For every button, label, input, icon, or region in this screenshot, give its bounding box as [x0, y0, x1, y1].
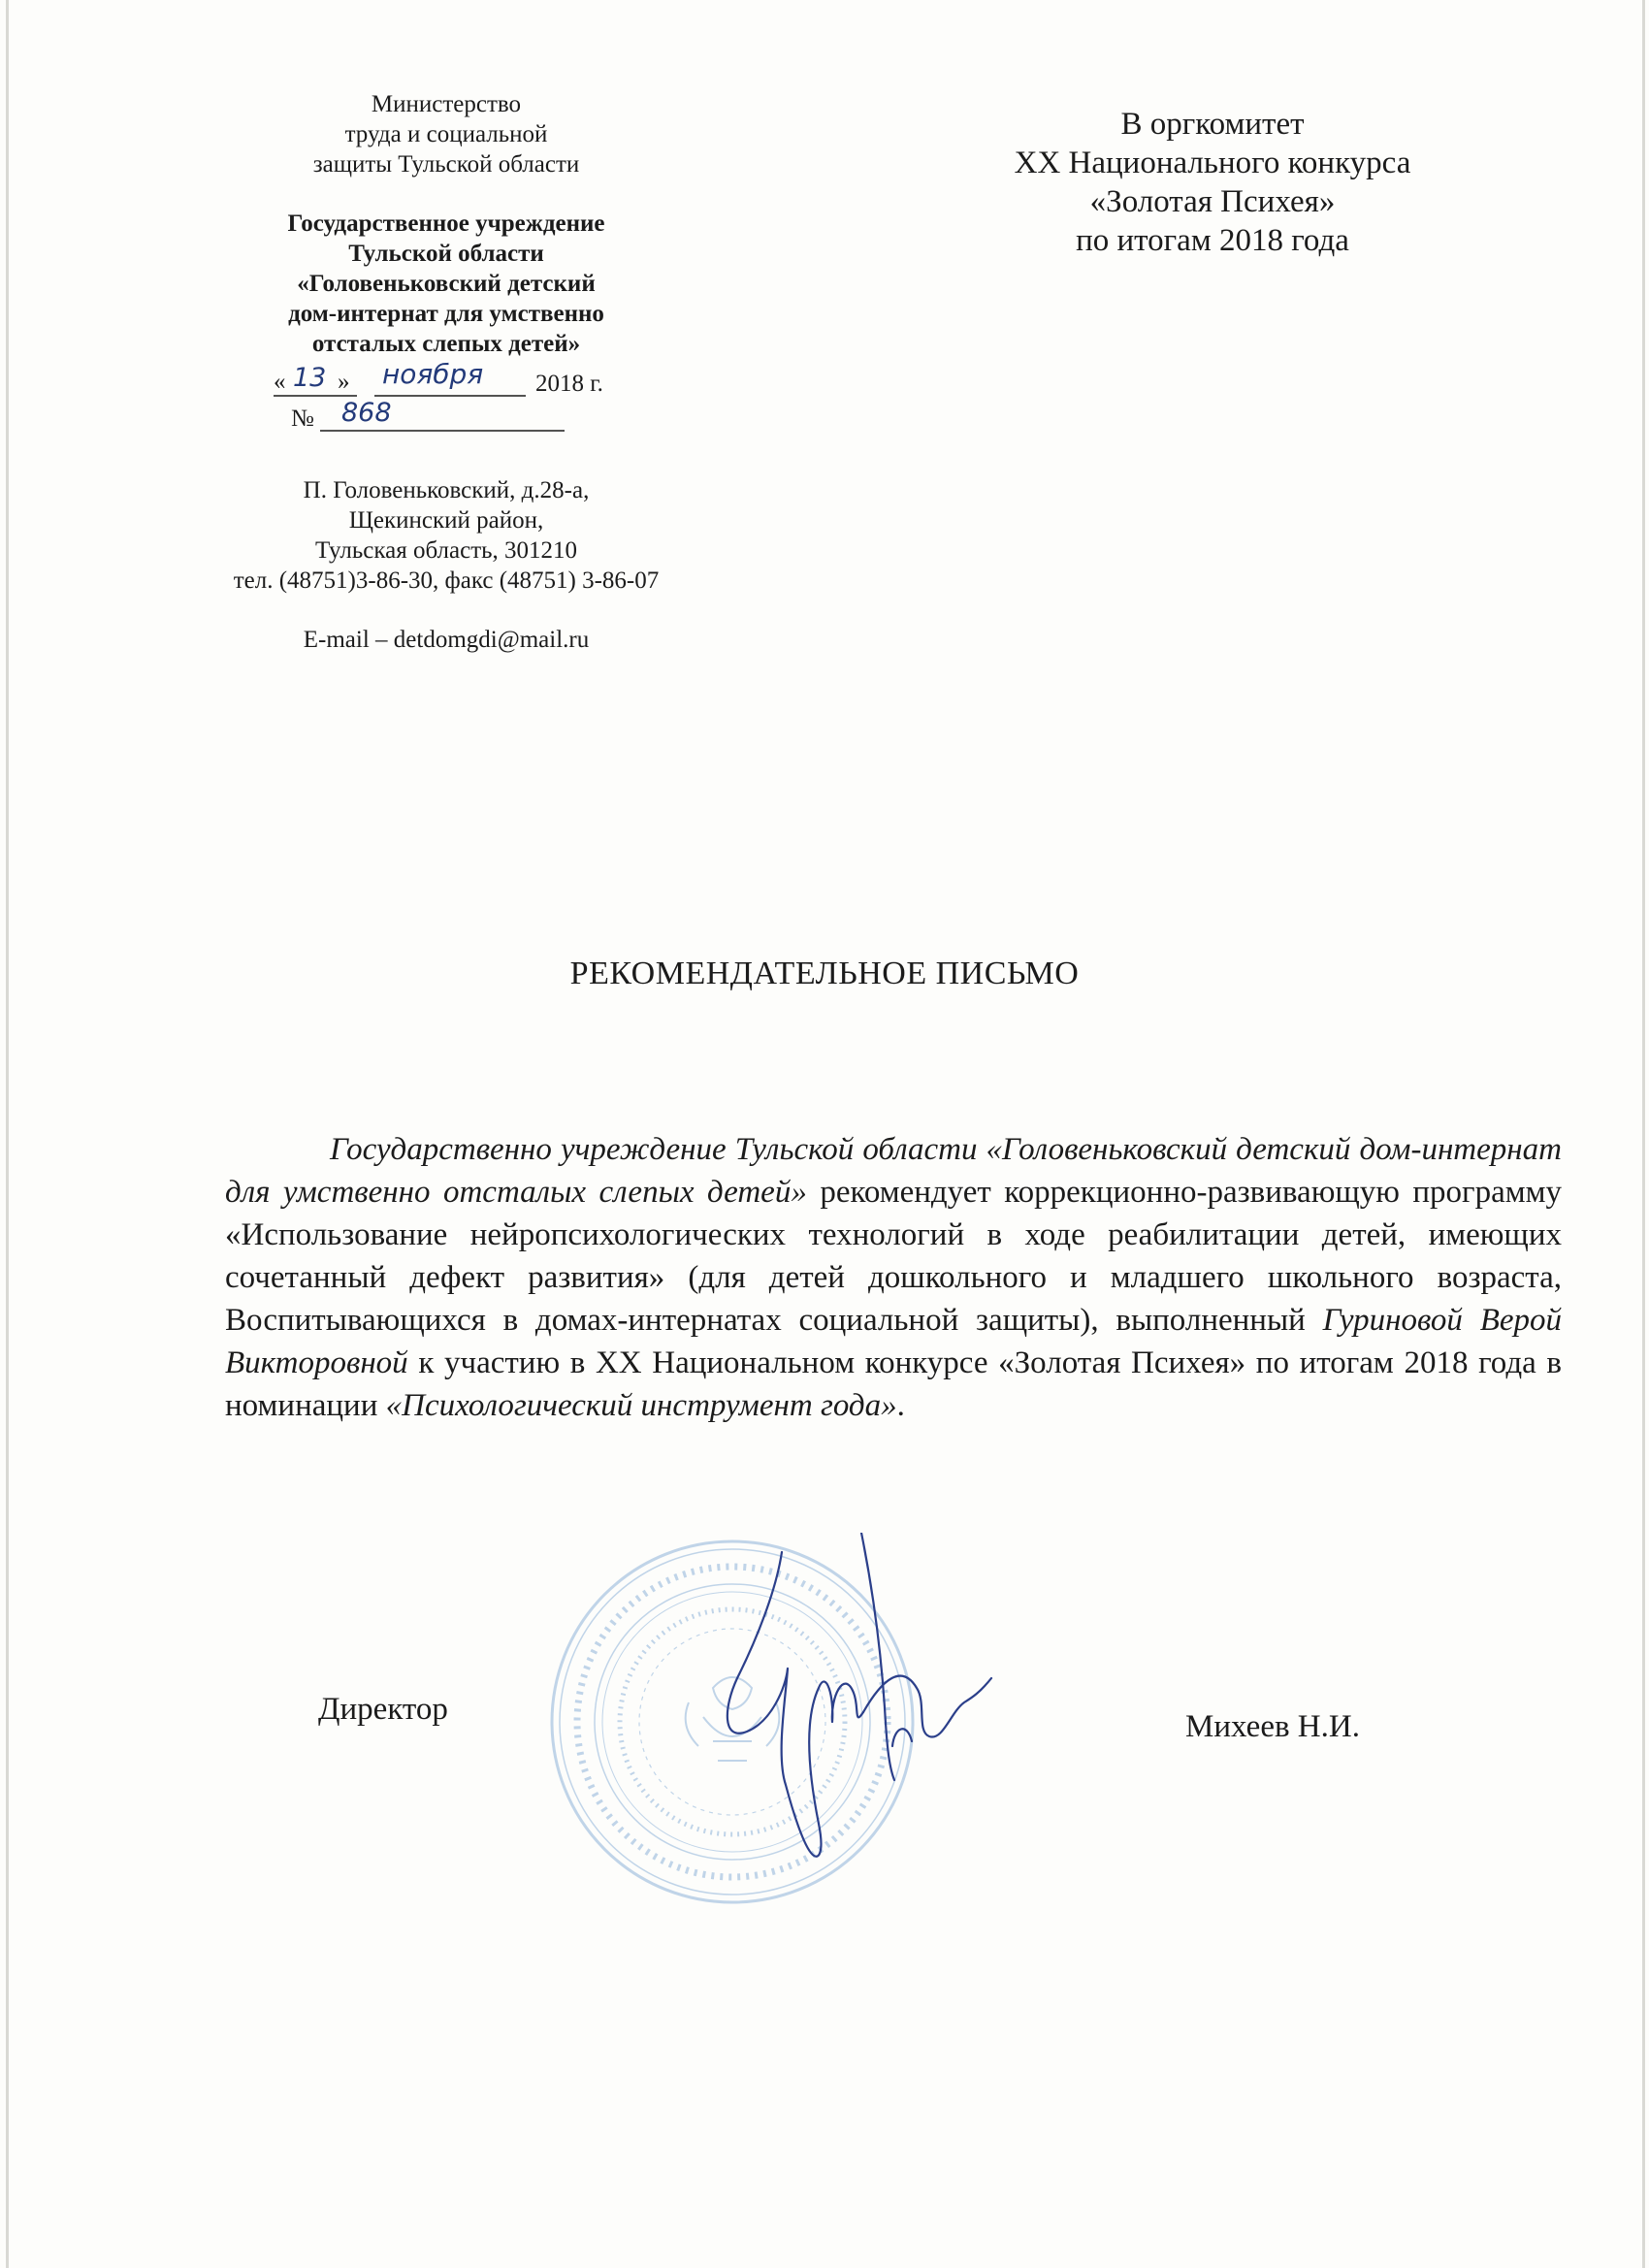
address-line: Тульская область, 301210	[314, 537, 578, 564]
outgoing-date	[184, 358, 708, 402]
document-title: РЕКОМЕНДАТЕЛЬНОЕ ПИСЬМО	[569, 956, 1080, 991]
date-month-handwritten: ноября	[382, 358, 484, 390]
letterhead	[184, 89, 708, 655]
addressee-line: «Золотая Психея»	[1089, 184, 1336, 219]
date-year: 2018 г.	[535, 371, 603, 397]
director-signature	[718, 1533, 1018, 1960]
phone-fax-line: тел. (48751)3-86-30, факс (48751) 3-86-07	[233, 567, 660, 594]
institution-line: дом-интернат для умственно	[288, 301, 604, 327]
body-text-part: рекомендует коррекционно-развивающую программу «Использование нейропсихологических технологий в ходе реабилитации детей, имеющих сочетанный дефект развития» (для детей дошкольного и младшего школьного возраста, Воспитывающихся в домах-интернатах социальной защиты), выполненный	[225, 1175, 1563, 1338]
ministry-line: защиты Тульской области	[312, 151, 580, 178]
address-line: П. Головеньковский, д.28-а,	[303, 477, 590, 503]
ministry-line: труда и социальной	[344, 121, 548, 147]
number-label: №	[291, 405, 314, 432]
body-nomination: «Психологический инструмент года»	[385, 1388, 897, 1423]
addressee-line: по итогам 2018 года	[1076, 223, 1349, 258]
body-text-part: к участию в XX Национальном конкурсе «Золотая Психея» по итогам 2018 года в номинации	[225, 1345, 1562, 1423]
date-open-quote: «	[274, 369, 286, 395]
ministry-line: Министерство	[371, 91, 522, 117]
number-underline	[184, 402, 708, 435]
addressee-line: В оргкомитет	[1120, 107, 1305, 142]
signatory-name: Михеев Н.И.	[1185, 1709, 1360, 1744]
letter-body	[225, 1128, 1562, 1427]
number-value-handwritten: 868	[341, 398, 392, 428]
institution-line: Тульской области	[348, 241, 544, 267]
addressee-block	[941, 105, 1484, 260]
body-author: Гуриновой Верой Викторовной	[225, 1303, 1562, 1380]
scan-edge-left	[6, 0, 9, 2268]
date-day-handwritten: 13	[293, 363, 327, 393]
institution-line: Государственное учреждение	[287, 211, 605, 237]
outgoing-number	[184, 398, 708, 435]
addressee-line: XX Национального конкурса	[1014, 146, 1411, 180]
address-line: Щекинский район,	[348, 507, 544, 534]
institution-line: «Головеньковский детский	[297, 271, 596, 297]
body-text-part: .	[896, 1388, 905, 1423]
institution-line: отсталых слепых детей»	[311, 331, 581, 357]
scan-edge-right	[1642, 0, 1645, 2268]
body-institution: Государственно учреждение Тульской области «Головеньковский детский дом-интернат для умственно отсталых слепых детей»	[225, 1132, 1562, 1210]
signatory-role: Директор	[318, 1692, 448, 1727]
email-line: E-mail – detdomgdi@mail.ru	[303, 627, 590, 653]
date-close-quote: »	[338, 369, 350, 395]
